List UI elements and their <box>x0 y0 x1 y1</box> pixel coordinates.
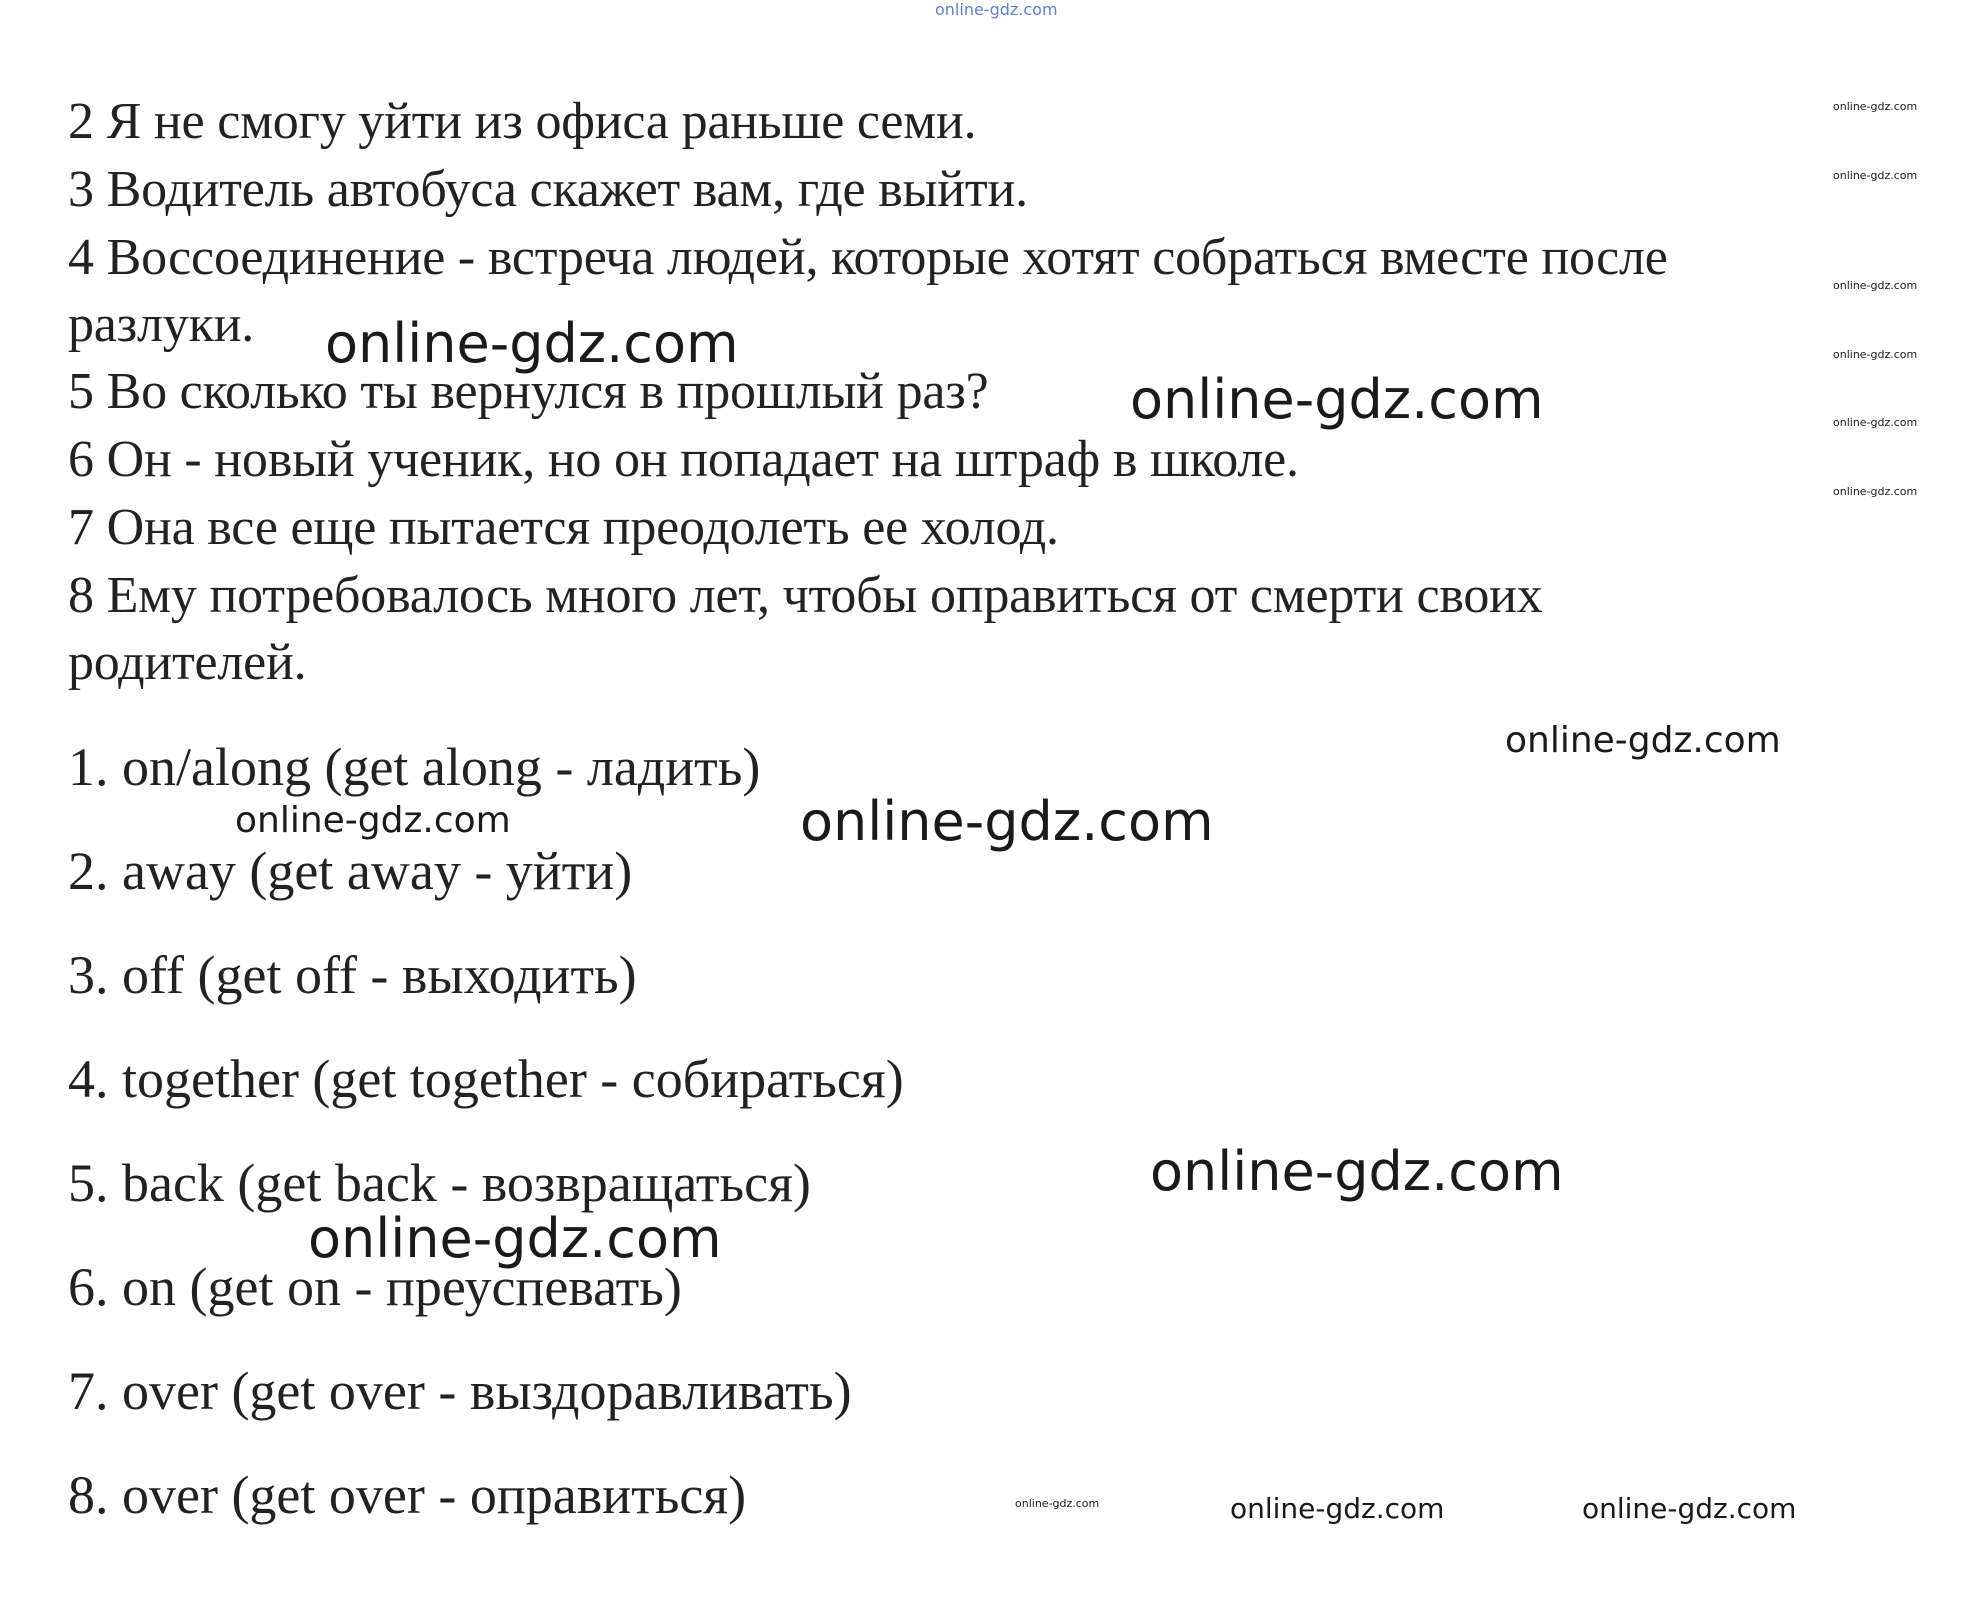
answer-3: 3. off (get off - выходить) <box>68 945 637 1005</box>
answer-2: 2. away (get away - уйти) <box>68 841 633 901</box>
translation-line-4-cont: разлуки. <box>68 296 255 353</box>
translation-line-6: 6 Он - новый ученик, но он попадает на штраф в школе. <box>68 431 1299 488</box>
answer-6: 6. on (get on - преуспевать) <box>68 1257 682 1317</box>
watermark-large: online-gdz.com <box>1130 368 1544 431</box>
watermark-small: online-gdz.com <box>1833 169 1918 182</box>
watermark-small: online-gdz.com <box>1833 348 1918 361</box>
translation-line-3: 3 Водитель автобуса скажет вам, где выйти. <box>68 161 1028 218</box>
watermark-large: online-gdz.com <box>325 312 739 375</box>
translation-line-8-cont: родителей. <box>68 634 307 691</box>
watermark-small: online-gdz.com <box>1833 279 1918 292</box>
watermark-small: online-gdz.com <box>1833 416 1918 429</box>
answer-4: 4. together (get together - собираться) <box>68 1049 904 1109</box>
translation-line-2: 2 Я не смогу уйти из офиса раньше семи. <box>68 93 977 150</box>
watermark-medium: online-gdz.com <box>235 800 511 841</box>
translation-line-7: 7 Она все еще пытается преодолеть ее холод. <box>68 499 1059 556</box>
translation-line-8: 8 Ему потребовалось много лет, чтобы оправиться от смерти своих <box>68 567 1543 624</box>
answer-8: 8. over (get over - оправиться) <box>68 1465 747 1525</box>
answer-1: 1. on/along (get along - ладить) <box>68 737 761 797</box>
watermark-large: online-gdz.com <box>800 790 1214 853</box>
watermark-medium: online-gdz.com <box>1230 1492 1445 1525</box>
watermark-medium: online-gdz.com <box>1505 720 1781 761</box>
answer-7: 7. over (get over - выздоравливать) <box>68 1361 852 1421</box>
watermark-small: online-gdz.com <box>1833 485 1918 498</box>
watermark-small: online-gdz.com <box>1833 100 1918 113</box>
translation-line-4: 4 Воссоединение - встреча людей, которые хотят собраться вместе после <box>68 229 1668 286</box>
watermark-small: online-gdz.com <box>1015 1497 1100 1510</box>
watermark-medium: online-gdz.com <box>1582 1492 1797 1525</box>
watermark-large: online-gdz.com <box>1150 1140 1564 1203</box>
translation-line-5: 5 Во сколько ты вернулся в прошлый раз? <box>68 363 989 420</box>
watermark-large: online-gdz.com <box>308 1207 722 1270</box>
top-watermark: online-gdz.com <box>935 0 1058 19</box>
answer-5: 5. back (get back - возвращаться) <box>68 1153 811 1213</box>
